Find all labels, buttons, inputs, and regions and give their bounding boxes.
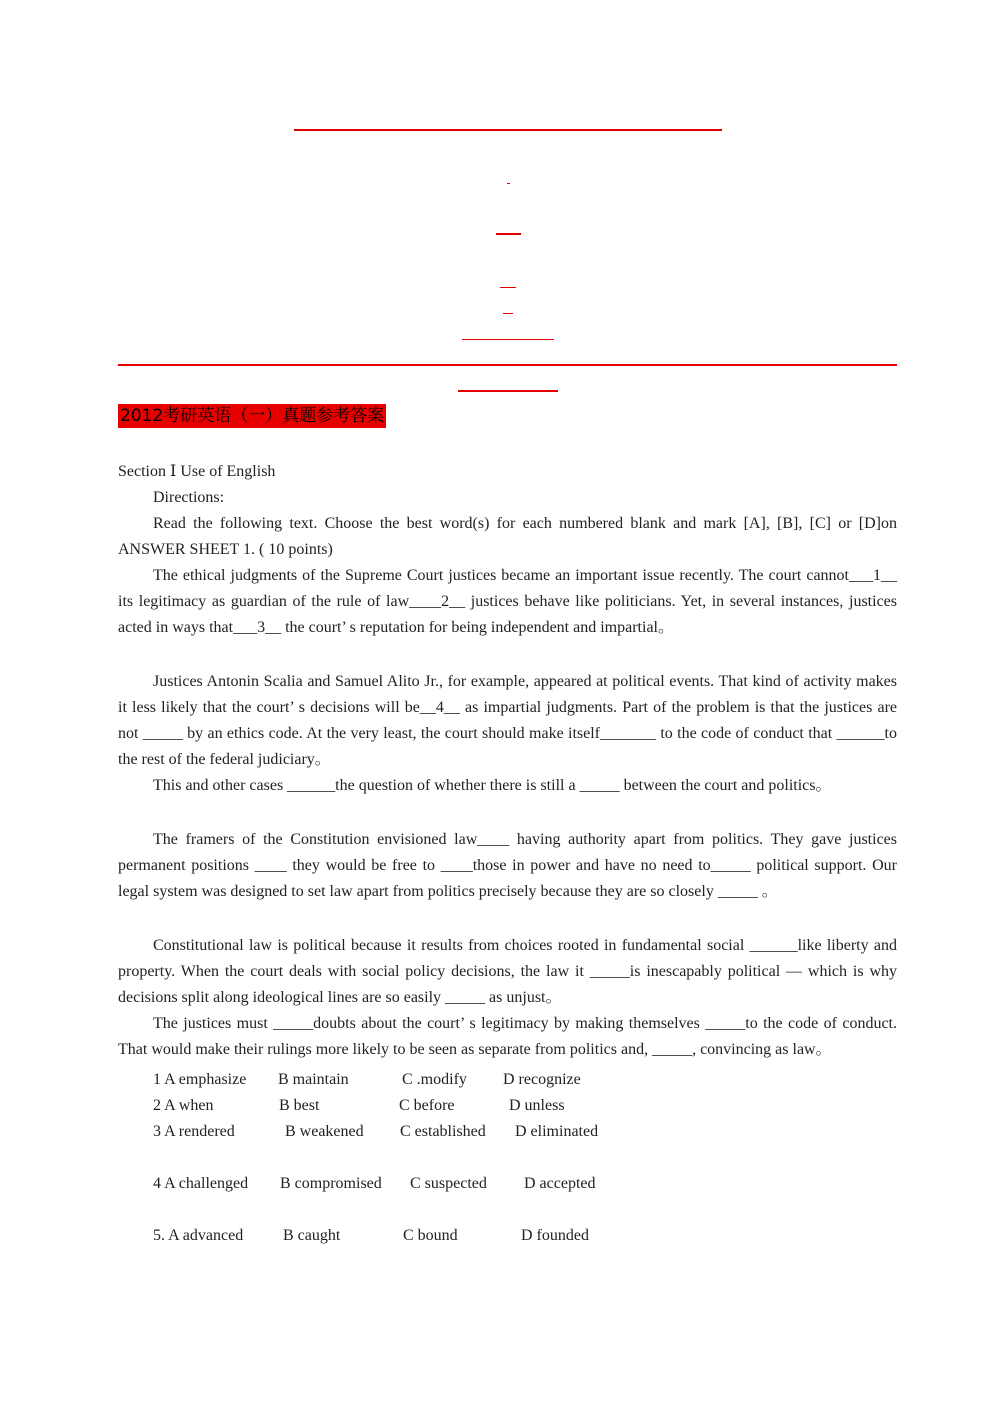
paragraph: This and other cases ______the question of whether there is still a _____ between the court and politics。 — [153, 777, 832, 794]
paragraph: Constitutional law is political because it results from choices rooted in fundamental social ______like liberty and property. When the court deals with social policy decisions, the law it _____is inescapably political — which is why decisions split along ideological lines are so easily _____ as unjust。 — [118, 937, 897, 1006]
header-mark-1 — [507, 183, 510, 184]
header-mark-5 — [462, 339, 554, 340]
header-rule-top — [294, 129, 722, 131]
option-c: C established — [400, 1123, 486, 1140]
header-rule-wide — [118, 364, 897, 366]
option-d: D eliminated — [515, 1123, 599, 1140]
document-body — [118, 459, 897, 1249]
option-row — [118, 1067, 897, 1093]
option-a: 2 A when — [153, 1097, 214, 1114]
option-row — [118, 1093, 897, 1119]
option-b: B caught — [283, 1227, 341, 1244]
option-d: D recognize — [503, 1071, 581, 1088]
header-mark-4 — [503, 313, 513, 314]
option-a: 3 A rendered — [153, 1123, 235, 1140]
option-d: D founded — [521, 1227, 589, 1244]
option-a: 1 A emphasize — [153, 1071, 247, 1088]
header-mark-3 — [500, 287, 516, 288]
directions-label: Directions: — [153, 489, 225, 506]
option-b: B best — [279, 1097, 320, 1114]
option-row — [118, 1223, 897, 1249]
page-title: 2012考研英语（一）真题参考答案 — [120, 406, 385, 426]
option-d: D unless — [509, 1097, 565, 1114]
header-mark-2 — [496, 233, 521, 235]
option-c: C suspected — [410, 1175, 487, 1192]
header-rule-short — [458, 390, 558, 392]
option-b: B compromised — [280, 1175, 382, 1192]
option-c: C .modify — [402, 1071, 467, 1088]
paragraph: The justices must _____doubts about the court’ s legitimacy by making themselves _____to the code of conduct. That would make their rulings more likely to be seen as separate from politics and, _____, convincing as law。 — [118, 1015, 897, 1058]
paragraph: Justices Antonin Scalia and Samuel Alito Jr., for example, appeared at political events. That kind of activity makes it less likely that the court’ s decisions will be__4__ as impartial judgments. Part of the problem is that the justices are not _____ by an ethics code. At the very least, the court should make itself_______ to the code of conduct that ______to the rest of the federal judiciary。 — [118, 673, 897, 768]
paragraph: The ethical judgments of the Supreme Court justices became an important issue recently. The court cannot___1__ its legitimacy as guardian of the rule of law____2__ justices behave like politicians. Yet, in several instances, justices acted in ways that___3__ the court’ s reputation for being independent and impartial。 — [118, 567, 897, 636]
option-d: D accepted — [524, 1175, 596, 1192]
paragraph: The framers of the Constitution envisioned law____ having authority apart from politics. They gave justices permanent positions ____ they would be free to ____those in power and have no need to_____ political support. Our legal system was designed to set law apart from politics precisely because they are so closely _____ 。 — [118, 831, 897, 900]
option-c: C before — [399, 1097, 455, 1114]
option-c: C bound — [403, 1227, 458, 1244]
instructions-text: Read the following text. Choose the best word(s) for each numbered blank and mark [A], [B], [C] or [D]on ANSWER SHEET 1. ( 10 points) — [118, 515, 897, 558]
section-heading: Section Ⅰ Use of English — [118, 463, 276, 480]
option-b: B maintain — [278, 1071, 349, 1088]
option-a: 5. A advanced — [153, 1227, 244, 1244]
option-row — [118, 1171, 897, 1197]
option-row — [118, 1119, 897, 1145]
option-a: 4 A challenged — [153, 1175, 249, 1192]
option-b: B weakened — [285, 1123, 364, 1140]
